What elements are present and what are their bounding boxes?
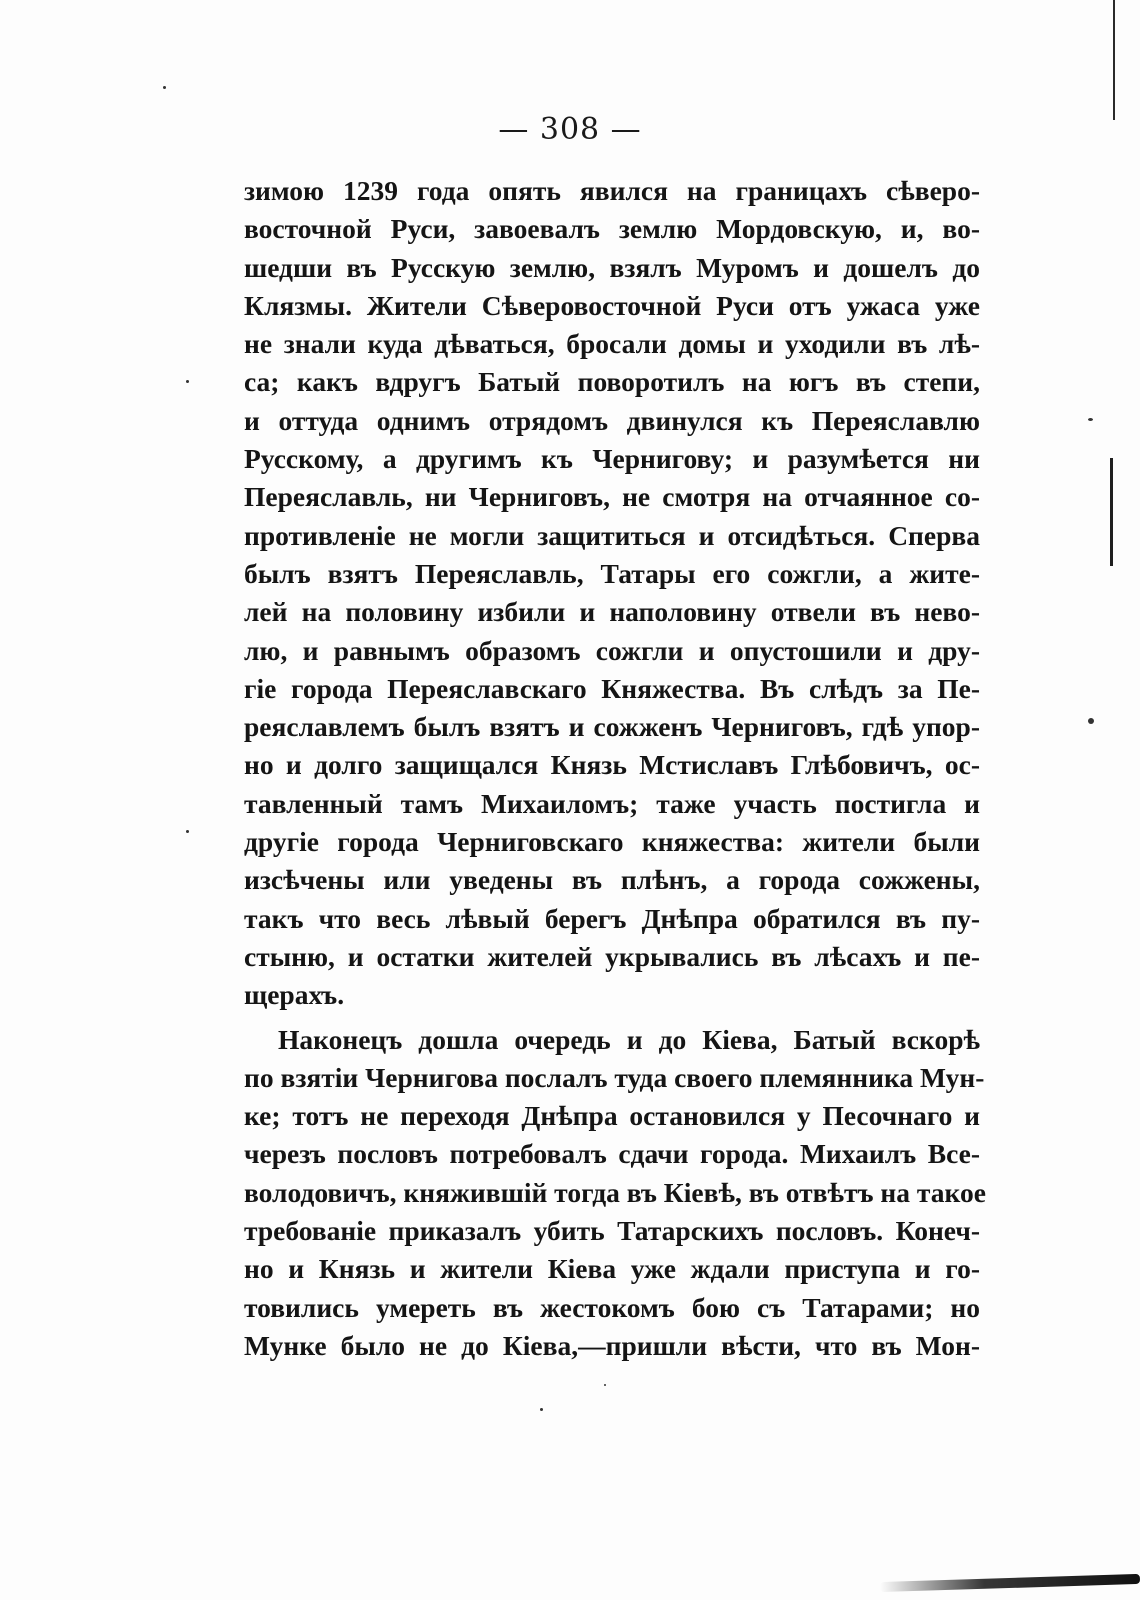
text-line: гіе города Переяславскаго Княжества. Въ слѣдъ за Пе-: [244, 672, 980, 704]
text-line: противленіе не могли защититься и отсидѣться. Сперва: [244, 519, 980, 551]
text-line: реяславлемъ былъ взятъ и сожженъ Черниговъ, гдѣ упор-: [244, 711, 980, 743]
text-line: Мунке было не до Кіева,—пришли вѣсти, что въ Мон-: [244, 1329, 980, 1361]
text-line: товились умереть въ жестокомъ бою съ Татарами; но: [244, 1291, 980, 1323]
text-line: черезъ пословъ потребовалъ сдачи города. Михаилъ Все-: [244, 1138, 980, 1170]
text-line: са; какъ вдругъ Батый поворотилъ на югъ въ степи,: [244, 366, 980, 398]
margin-mark: [1110, 458, 1113, 566]
scan-edge-line: [1113, 0, 1115, 120]
text-line: требованіе приказалъ убить Татарскихъ пословъ. Конеч-: [244, 1215, 980, 1247]
scan-speck: [186, 830, 189, 833]
text-line: ке; тотъ не переходя Днѣпра остановился у Песочнаго и: [244, 1100, 980, 1132]
body-text: [244, 172, 986, 1365]
scan-speck: [163, 86, 166, 89]
text-line: щерахъ.: [244, 979, 345, 1011]
text-line: другіе города Черниговскаго княжества: жители были: [244, 826, 980, 858]
text-line: по взятіи Чернигова послалъ туда своего племянника Мун-: [244, 1061, 985, 1093]
text-line: такъ что весь лѣвый берегъ Днѣпра обратился въ пу-: [244, 902, 980, 934]
text-line: былъ взятъ Переяславль, Татары его сожгли, а жите-: [244, 557, 980, 589]
page-number: — 308 —: [498, 112, 642, 147]
text-line: Русскому, а другимъ къ Чернигову; и разумѣется ни: [244, 443, 980, 475]
scan-speck: [1088, 718, 1094, 724]
text-line: зимою 1239 года опять явился на границахъ сѣверо-: [244, 175, 980, 206]
text-line: лей на половину избили и наполовину отвели въ нево-: [244, 596, 980, 628]
text-line: володовичъ, княжившій тогда въ Кіевѣ, въ отвѣтъ на такое: [244, 1176, 986, 1208]
text-line: Переяславль, ни Черниговъ, не смотря на отчаянное со-: [244, 481, 980, 513]
text-line: но и Князь и жители Кіева уже ждали приступа и го-: [244, 1253, 980, 1285]
scan-speck: [1088, 418, 1093, 421]
text-line: Наконецъ дошла очередь и до Кіева, Батый вскорѣ: [278, 1023, 980, 1055]
text-line: лю, и равнымъ образомъ сожгли и опустошили и дру-: [244, 634, 980, 666]
text-line: Клязмы. Жители Сѣверовосточной Руси отъ ужаса уже: [244, 289, 980, 321]
text-line: но и долго защищался Князь Мстиславъ Глѣбовичъ, ос-: [244, 749, 980, 781]
text-line: не знали куда дѣваться, бросали домы и уходили въ лѣ-: [244, 328, 980, 360]
text-line: и оттуда однимъ отрядомъ двинулся къ Переяславлю: [244, 404, 980, 436]
text-line: восточной Руси, завоевалъ землю Мордовскую, и, во-: [244, 213, 980, 245]
scan-speck: [186, 380, 189, 383]
text-line: тавленный тамъ Михаиломъ; таже участь постигла и: [244, 787, 980, 819]
scan-speck: [540, 1408, 543, 1411]
scan-edge-smudge: [880, 1574, 1140, 1592]
text-line: изсѣчены или уведены въ плѣнъ, а города сожжены,: [244, 864, 980, 896]
text-line: стыню, и остатки жителей укрывались въ лѣсахъ и пе-: [244, 940, 980, 972]
text-line: шедши въ Русскую землю, взялъ Муромъ и дошелъ до: [244, 251, 980, 283]
scan-speck: [604, 1384, 606, 1386]
